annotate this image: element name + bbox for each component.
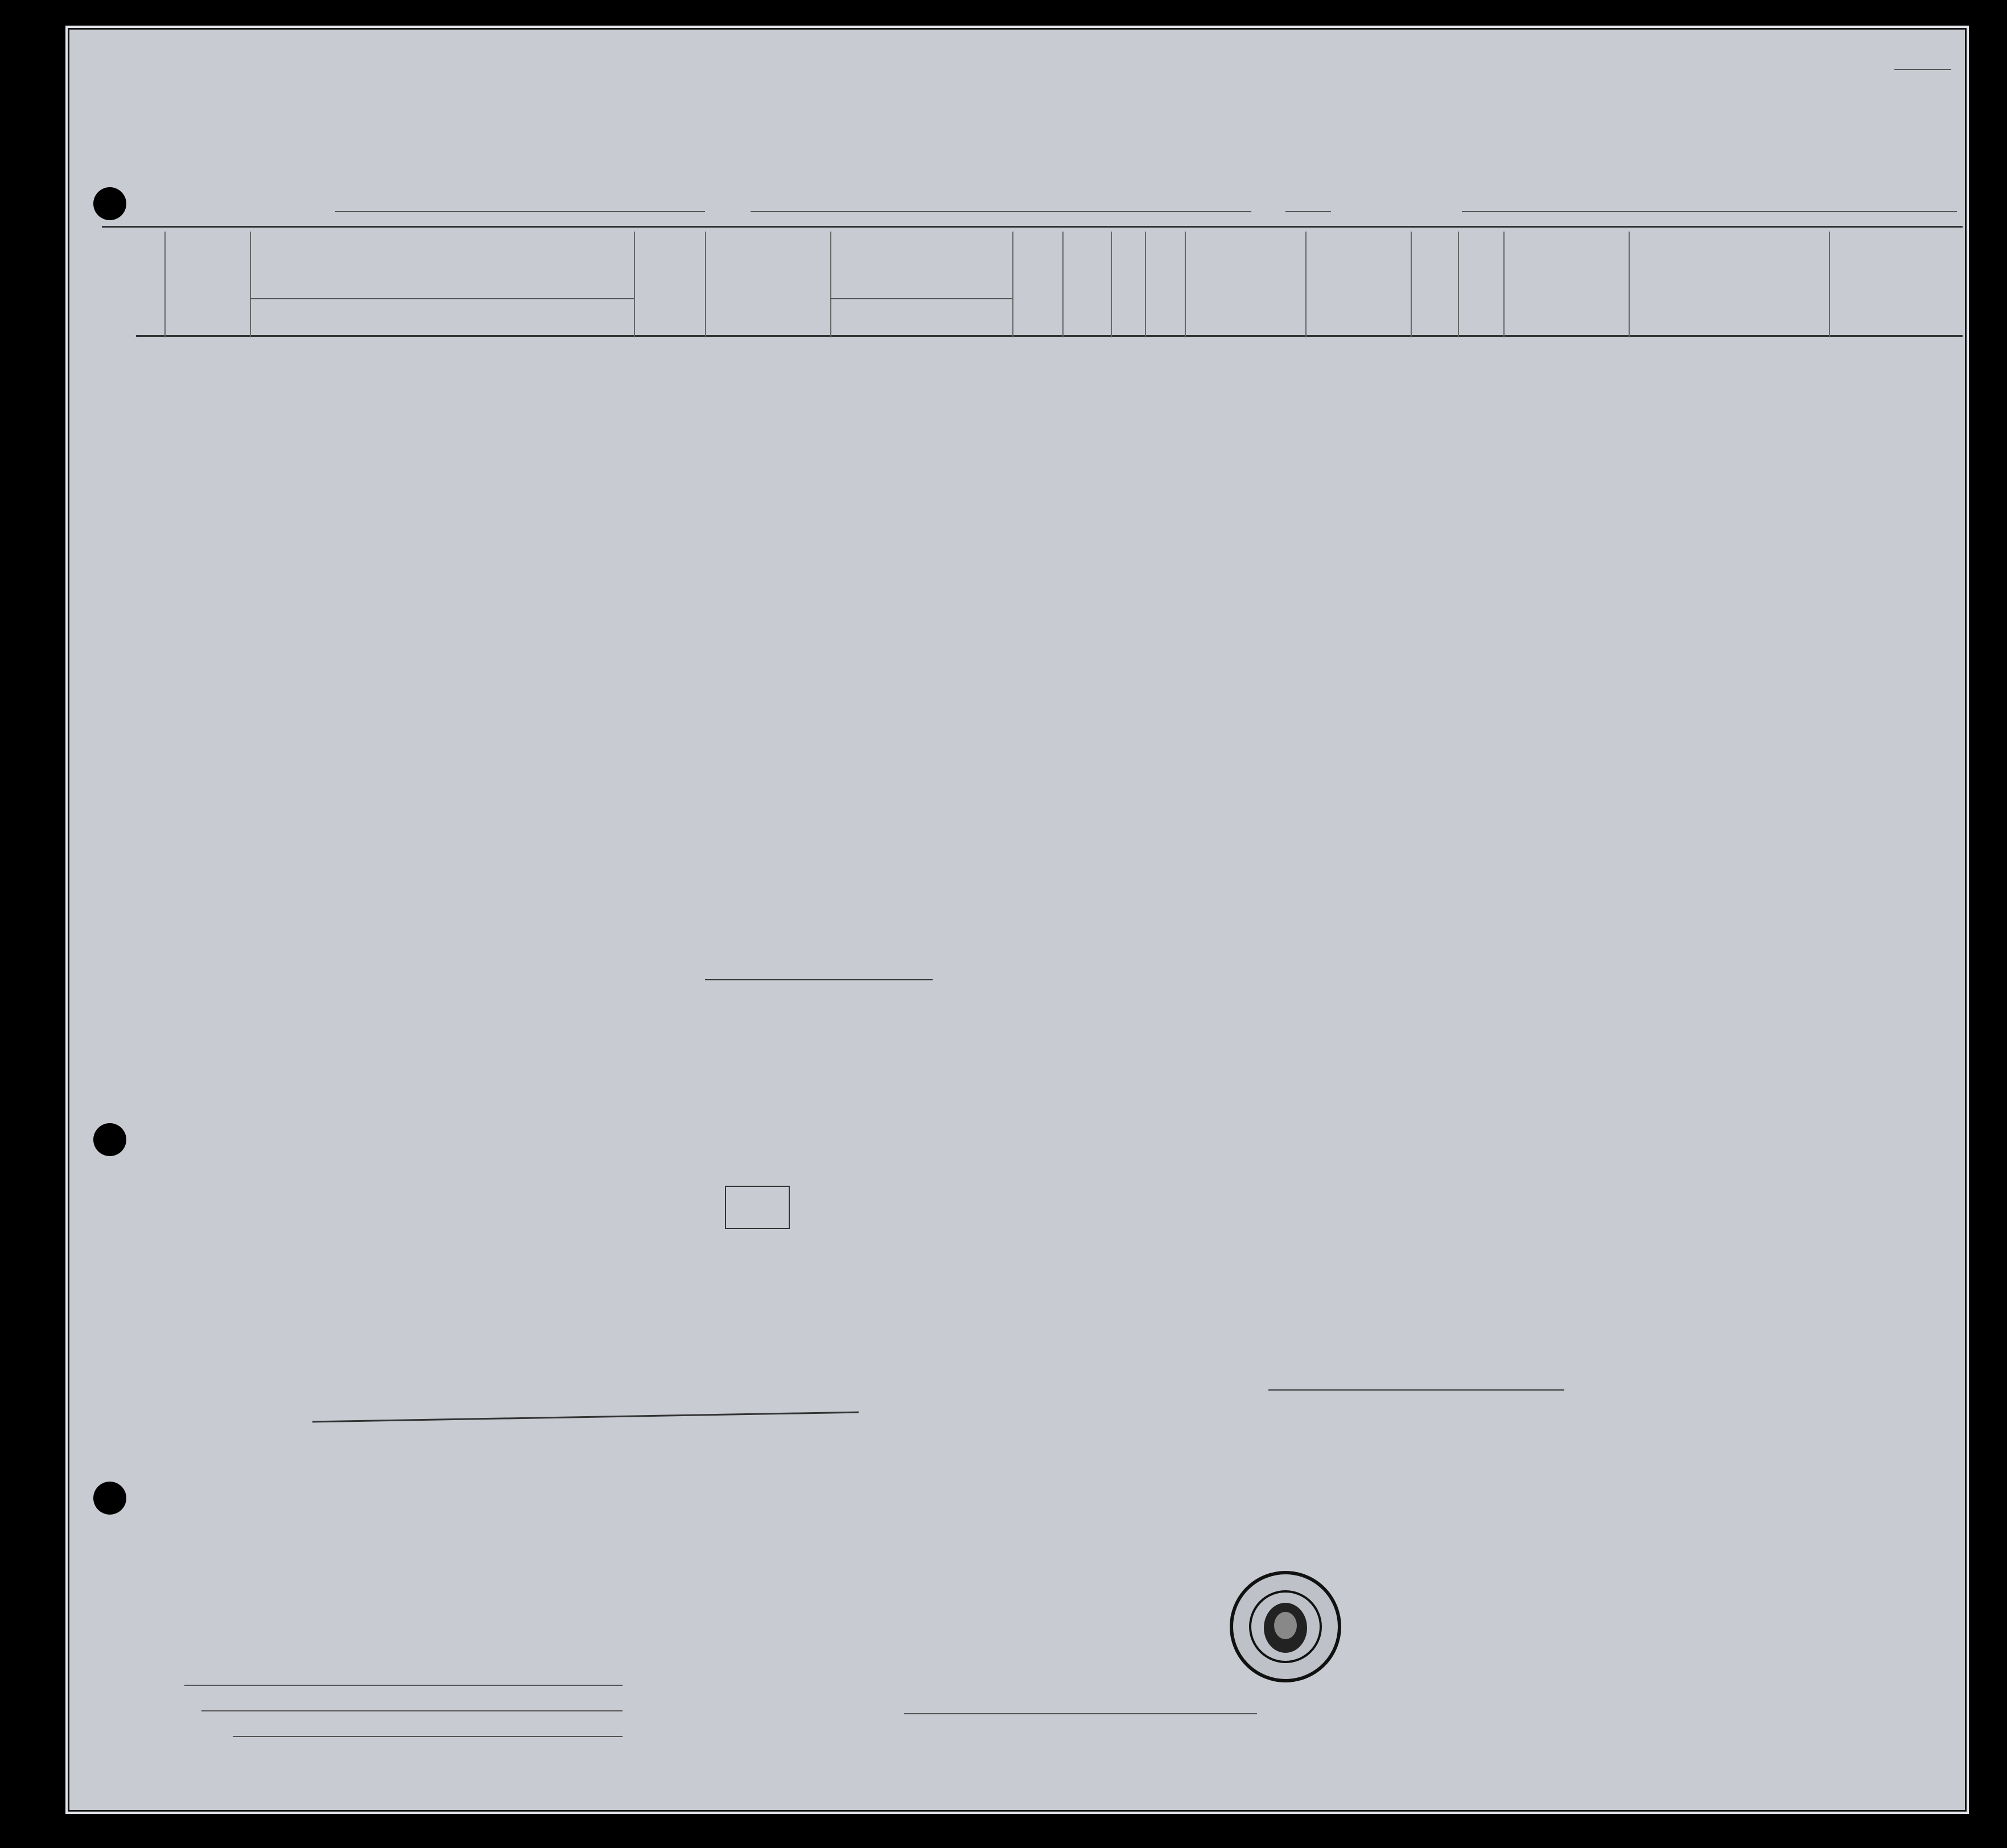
punch-hole — [93, 1482, 126, 1515]
name-subheader-rule — [250, 298, 634, 299]
column-rule — [1185, 232, 1186, 337]
closed-44-underline — [312, 1412, 859, 1423]
column-rule — [634, 232, 635, 337]
footer-inspector-field — [904, 1713, 1257, 1714]
column-rule — [1111, 232, 1112, 337]
table-top-rule — [102, 226, 1963, 228]
column-rule — [1629, 232, 1630, 337]
table-header-bottom-rule — [136, 335, 1963, 337]
column-rule — [1062, 232, 1064, 337]
vessel-field-line — [335, 211, 705, 212]
column-rule — [250, 232, 251, 337]
punch-hole — [93, 187, 126, 220]
footer-line-field — [184, 1685, 623, 1686]
manifest-sheet — [65, 26, 1969, 1814]
arriving-field-line — [751, 211, 1251, 212]
visa1-city-line — [705, 979, 933, 980]
column-rule — [164, 232, 166, 337]
column-rule — [1829, 232, 1830, 337]
column-rule — [830, 232, 831, 337]
footer-owners-field — [201, 1710, 623, 1711]
column-rule — [1305, 232, 1307, 337]
visa1-fee-box — [725, 1186, 790, 1229]
footer-agents-field — [233, 1736, 623, 1737]
port-field-line — [1462, 211, 1957, 212]
column-rule — [705, 232, 706, 337]
column-rule — [1411, 232, 1412, 337]
column-rule — [1458, 232, 1459, 337]
punch-hole — [93, 1123, 126, 1156]
column-rule — [1503, 232, 1505, 337]
column-rule — [1145, 232, 1146, 337]
sheet-number-field — [1894, 69, 1951, 70]
year-field-line — [1285, 211, 1331, 212]
column-rule — [1012, 232, 1013, 337]
consulate-seal — [1229, 1570, 1342, 1684]
visa2-place-line — [1268, 1389, 1564, 1391]
shipped-subheader-rule — [830, 298, 1012, 299]
